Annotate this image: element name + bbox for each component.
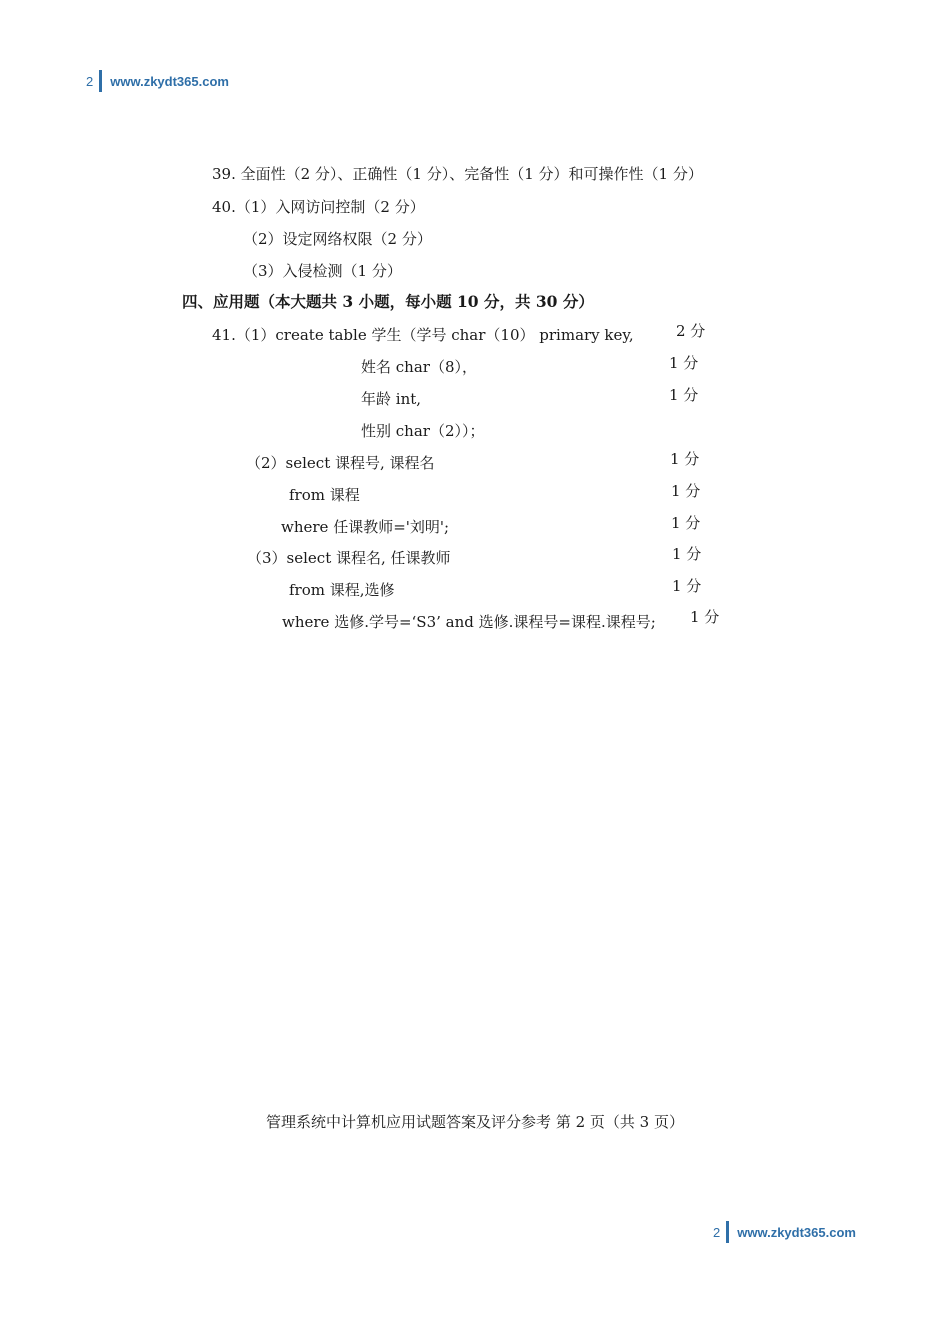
bottom-divider — [726, 1221, 729, 1243]
section-four-label: 四、应用题 — [182, 292, 260, 311]
answer-41-1-line-1: 41.（1）create table 学生（学号 char（10） primary key, — [212, 326, 634, 344]
score: 1 分 — [672, 545, 702, 563]
answer-41-3-line-1: （3）select 课程名, 任课教师 — [247, 549, 451, 567]
answer-40-part-1: 40.（1）入网访问控制（2 分） — [212, 198, 425, 216]
score: 1 分 — [690, 608, 720, 626]
answer-41-2-line-1: （2）select 课程号, 课程名 — [246, 454, 435, 472]
page-header — [86, 70, 229, 92]
answer-41-1-line-3: 年龄 int, — [361, 390, 422, 408]
section-four-heading — [182, 292, 594, 312]
answer-41-3-line-3: where 选修.学号=‘S3’ and 选修.课程号=课程.课程号; — [282, 613, 656, 631]
answer-41-2-line-3: where 任课教师='刘明'; — [281, 518, 450, 536]
score: 2 分 — [676, 322, 706, 340]
score: 1 分 — [669, 386, 699, 404]
header-site-link[interactable]: www.zkydt365.com — [110, 73, 229, 89]
header-divider — [99, 70, 102, 92]
answer-41-3-line-2: from 课程,选修 — [289, 581, 395, 599]
footer-page-info: 第 2 页（共 3 页） — [555, 1113, 684, 1131]
page-footer — [0, 1111, 950, 1132]
answer-39: 39. 全面性（2 分）、正确性（1 分）、完备性（1 分）和可操作性（1 分） — [212, 165, 703, 183]
score: 1 分 — [669, 354, 699, 372]
score: 1 分 — [672, 577, 702, 595]
answer-40-part-3: （3）入侵检测（1 分） — [243, 262, 402, 280]
answer-40-part-2: （2）设定网络权限（2 分） — [243, 230, 432, 248]
footer-title: 管理系统中计算机应用试题答案及评分参考 — [266, 1113, 552, 1131]
score: 1 分 — [670, 450, 700, 468]
bottom-page-number: 2 — [713, 1224, 721, 1240]
bottom-header — [713, 1221, 856, 1243]
score: 1 分 — [671, 514, 701, 532]
section-four-desc: （本大题共 3 小题，每小题 10 分，共 30 分） — [259, 292, 594, 311]
answer-41-1-line-4: 性别 char（2））； — [361, 422, 485, 440]
header-page-number: 2 — [86, 73, 94, 89]
answer-41-2-line-2: from 课程 — [289, 486, 360, 504]
score: 1 分 — [671, 482, 701, 500]
bottom-site-link[interactable]: www.zkydt365.com — [737, 1224, 856, 1240]
answer-41-1-line-2: 姓名 char（8）， — [361, 358, 477, 376]
